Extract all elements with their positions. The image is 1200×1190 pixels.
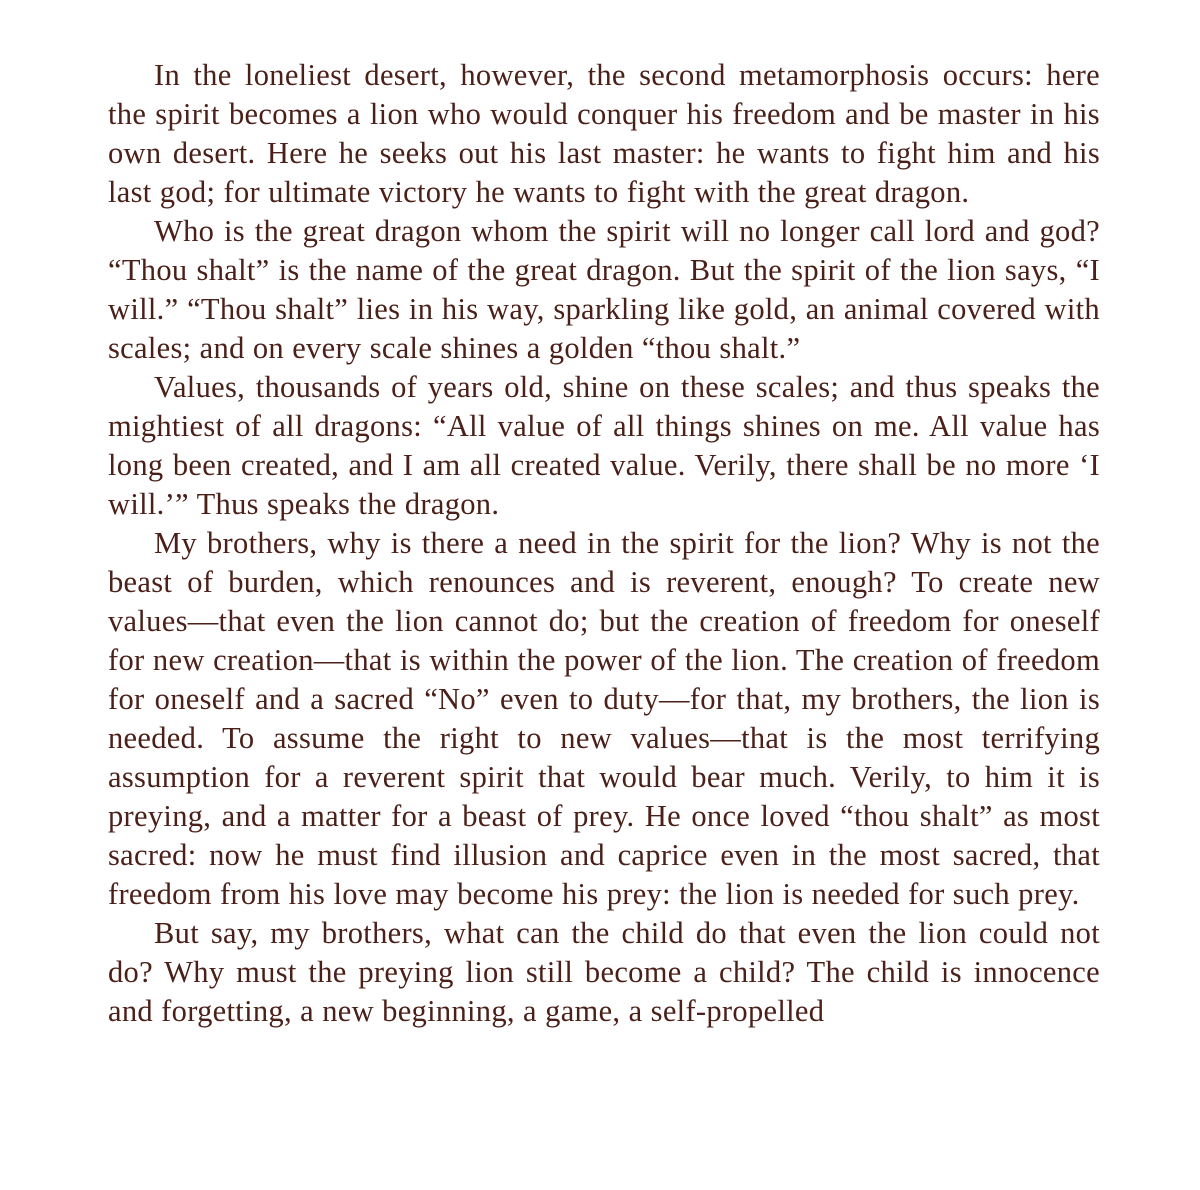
paragraph-4: My brothers, why is there a need in the spirit for the lion? Why is not the beast of burden, which renounces and is reverent, enough? To create new values—that even the lion cannot do; but the creation of freedom for oneself for new creation—that is within the power of the lion. The creation of freedom for oneself and a sacred “No” even to duty—for that, my brothers, the lion is needed. To assume the right to new values—that is the most terrifying assumption for a reverent spirit that would bear much. Verily, to him it is preying, and a matter for a beast of prey. He once loved “thou shalt” as most sacred: now he must find illusion and caprice even in the most sacred, that freedom from his love may become his prey: the lion is needed for such prey. xyxy=(108,526,1100,911)
paragraph-3: Values, thousands of years old, shine on these scales; and thus speaks the mightiest of all dragons: “All value of all things shines on me. All value has long been created, and I am all created value. Verily, there shall be no more ‘I will.’” Thus speaks the dragon. xyxy=(108,370,1100,521)
paragraph-5: But say, my brothers, what can the child do that even the lion could not do? Why must the preying lion still become a child? The child is innocence and forgetting, a new beginning, a game, a self-propelled xyxy=(108,916,1100,1028)
paragraph-1: In the loneliest desert, however, the second metamorphosis occurs: here the spirit becomes a lion who would conquer his freedom and be master in his own desert. Here he seeks out his last master: he wants to fight him and his last god; for ultimate victory he wants to fight with the great dragon. xyxy=(108,58,1100,209)
body-text-block xyxy=(108,56,1100,1031)
paragraph-2: Who is the great dragon whom the spirit will no longer call lord and god? “Thou shalt” is the name of the great dragon. But the spirit of the lion says, “I will.” “Thou shalt” lies in his way, sparkling like gold, an animal covered with scales; and on every scale shines a golden “thou shalt.” xyxy=(108,214,1100,365)
